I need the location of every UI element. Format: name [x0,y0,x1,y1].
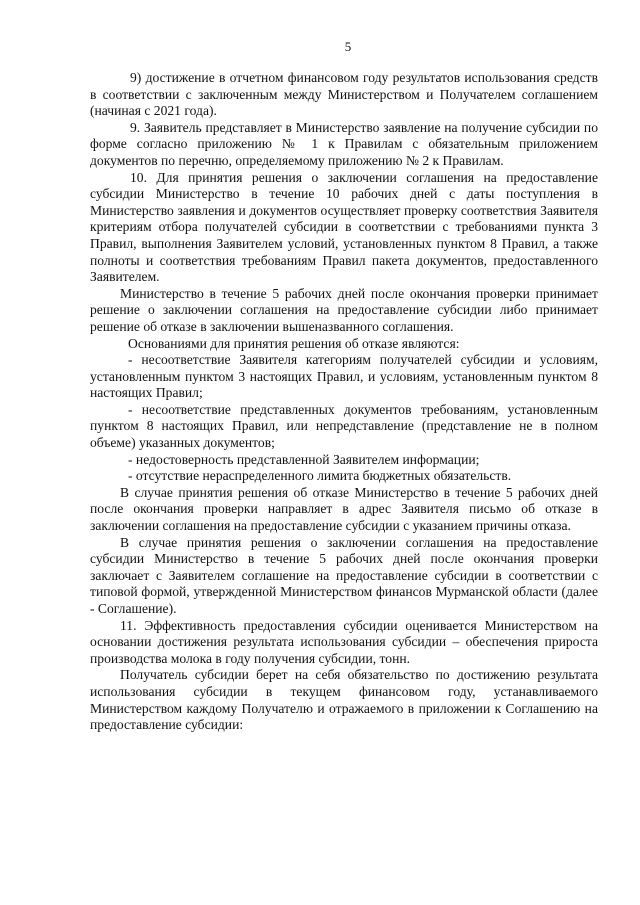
paragraph-item-9: 9) достижение в отчетном финансовом году результатов использования средств в соответствии с заключенным между Министерством и Получателем соглашением (начиная с 2021 года). [90,70,598,119]
list-item-refusal-ground-3: - недостоверность представленной Заявителем информации; [128,451,480,467]
paragraph-refusal-case: В случае принятия решения об отказе Министерство в течение 5 рабочих дней после окончания проверки направляет в адрес Заявителя письмо об отказе в заключении соглашения на предоставление субсидии с указанием причины отказа. [90,484,598,534]
paragraph-point-10: 10. Для принятия решения о заключении соглашения на предоставление субсидии Министерство в течение 10 рабочих дней с даты поступления в Министерство заявления и документов осуществляет проверку соответствия Заявителя критериям отбора получателей субсидии в соответствии с требованиями пункта 3 Правил, выполнения Заявителем условий, установленных пунктом 8 Правил, а также полноты и соответствия требованиям Правил пакета документов, предоставленного Заявителем. [90,169,598,285]
paragraph-ministry-decision: Министерство в течение 5 рабочих дней после окончания проверки принимает решение о заключении соглашения на предоставление субсидии либо принимает решение об отказе в заключении вышеназванного соглашения. [90,285,598,334]
paragraph-point-11: 11. Эффективность предоставления субсидии оценивается Министерством на основании достижения результата использования субсидии – обеспечения прироста производства молока в году получения субсидии, тонн. [90,617,598,666]
paragraph-point-9: 9. Заявитель представляет в Министерство заявление на получение субсидии по форме согласно приложению № 1 к Правилам с обязательным приложением документов по перечню, определяемому приложению № 2 к Правилам. [90,119,598,168]
paragraph-recipient-obligation: Получатель субсидии берет на себя обязательство по достижению результата использования субсидии в текущем финансовом году, устанавливаемого Министерством каждому Получателю и отражаемого в приложении к Соглашению на предоставление субсидии: [90,667,598,733]
paragraph-refusal-grounds-heading: Основаниями для принятия решения об отказе являются: [128,335,460,351]
page-number: 5 [344,39,352,54]
paragraph-agreement-case: В случае принятия решения о заключении соглашения на предоставление субсидии Министерство в течение 5 рабочих дней после окончания проверки заключает с Заявителем соглашение на предоставление субсидии в соответствии с типовой формой, утвержденной Министерством финансов Мурманской области (далее - Соглашение). [90,534,598,616]
list-item-refusal-ground-2: - несоответствие представленных документов требованиям, установленным пунктом 8 настоящих Правил, или непредставление (представление не в полном объеме) указанных документов; [90,401,598,451]
list-item-refusal-ground-1: - несоответствие Заявителя категориям получателей субсидии и условиям, установленным пунктом 3 настоящих Правил, и условиям, установленным пунктом 8 настоящих Правил; [90,352,598,401]
list-item-refusal-ground-4: - отсутствие нераспределенного лимита бюджетных обязательств. [128,468,512,484]
